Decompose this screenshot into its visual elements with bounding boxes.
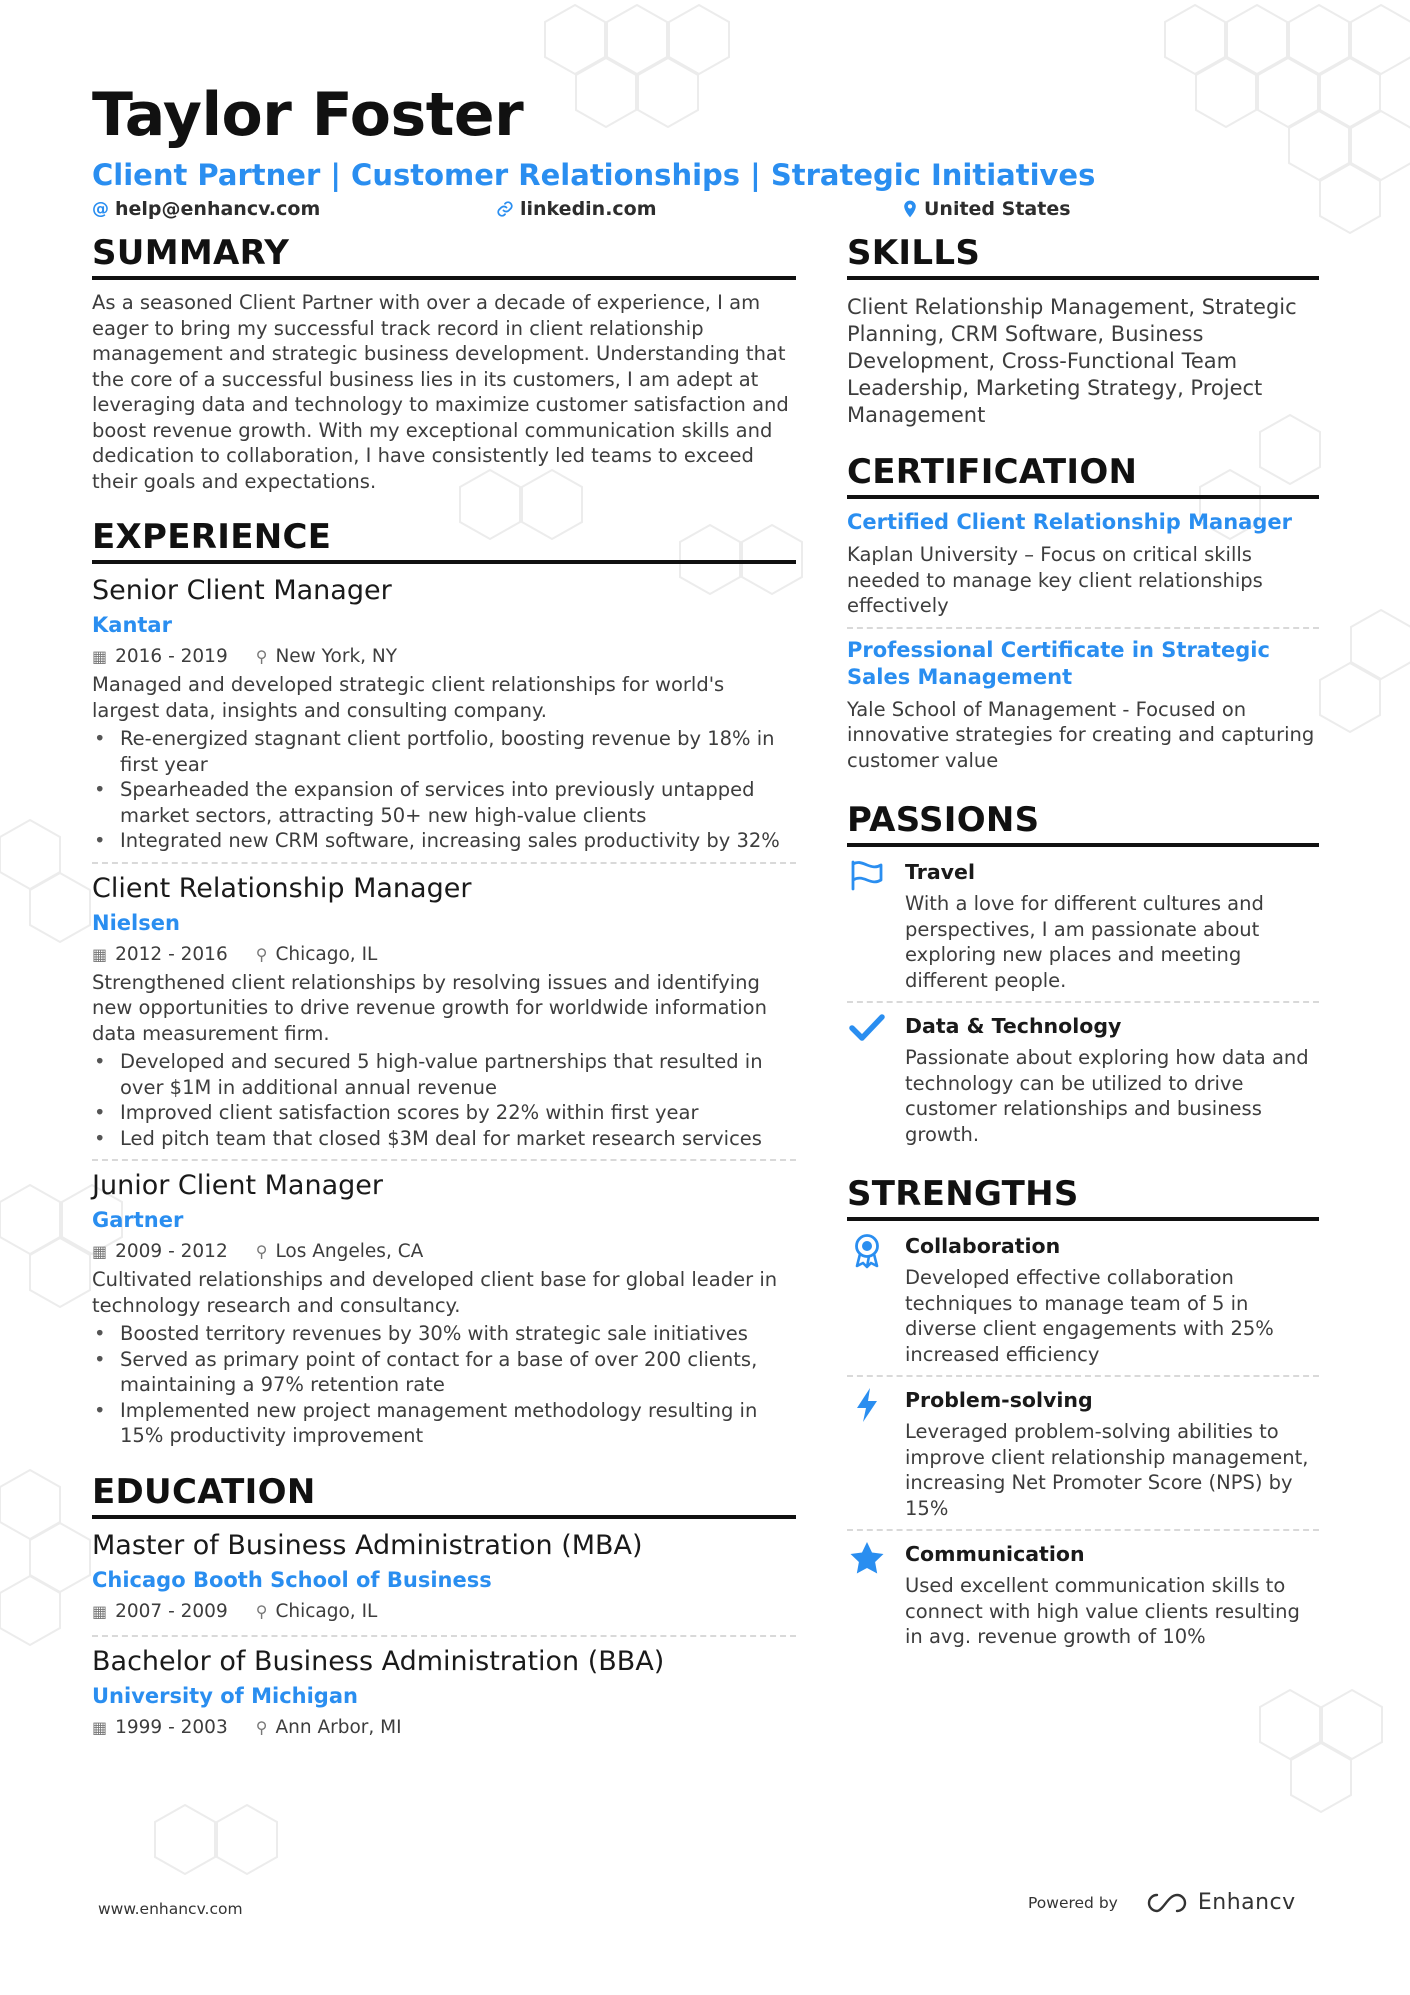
school-name: University of Michigan: [92, 1683, 358, 1708]
bullet-item: • Served as primary point of contact for a base of over 200 clients, maintaining a 97% retention rate: [92, 1347, 796, 1398]
experience-section: [92, 516, 796, 1449]
experience-entry: [92, 1169, 796, 1449]
experience-divider: [92, 560, 796, 564]
strength-title: Communication: [905, 1542, 1085, 1566]
job-dates: [92, 1237, 228, 1267]
school-name: Chicago Booth School of Business: [92, 1567, 492, 1592]
experience-entry: [92, 872, 796, 1152]
company-name: Nielsen: [92, 910, 180, 935]
certification-description: Yale School of Management - Focused on innovative strategies for creating and capturing customer value: [847, 697, 1315, 772]
job-meta: [92, 642, 796, 672]
strengths-divider: [847, 1217, 1319, 1221]
degree-title: Master of Business Administration (MBA): [92, 1529, 643, 1561]
company-name: Kantar: [92, 613, 172, 637]
email-text: help@enhancv.com: [115, 198, 321, 220]
strength-description: Used excellent communication skills to connect with high value clients resulting in avg. revenue growth of 10%: [905, 1574, 1300, 1648]
summary-heading: SUMMARY: [92, 233, 290, 273]
job-description: Cultivated relationships and developed client base for global leader in technology research and consultancy.: [92, 1268, 778, 1317]
location-pin-icon: ⚲: [255, 1601, 268, 1621]
entry-divider: [847, 1529, 1319, 1531]
job-dates-text: 2012 - 2016: [115, 943, 228, 965]
passions-divider: [847, 843, 1319, 847]
certification-description: Kaplan University – Focus on critical skills needed to manage key client relationships effectively: [847, 543, 1263, 617]
summary-section: [92, 232, 796, 494]
strength-item: [847, 1385, 1319, 1521]
bullet-item: • Implemented new project management methodology resulting in 15% productivity improvement: [92, 1398, 796, 1449]
passion-title: Data & Technology: [905, 1014, 1122, 1038]
education-location-text: Ann Arbor, MI: [275, 1716, 402, 1738]
passion-description: Passionate about exploring how data and technology can be utilized to drive customer relationships and business growth.: [905, 1046, 1309, 1146]
job-meta: [92, 940, 796, 970]
education-dates-text: 2007 - 2009: [115, 1600, 228, 1622]
flag-icon: [847, 857, 887, 993]
job-location-text: New York, NY: [275, 646, 398, 667]
star-icon: [847, 1539, 887, 1650]
passion-item: [847, 1011, 1319, 1147]
strength-item: [847, 1539, 1319, 1650]
resume-header: [92, 78, 1322, 224]
skills-heading: SKILLS: [847, 233, 981, 273]
candidate-title: Client Partner | Customer Relationships | Strategic Initiatives: [92, 158, 1096, 192]
calendar-icon: ▦: [92, 1717, 108, 1737]
job-description: Strengthened client relationships by resolving issues and identifying new opportunities to drive revenue growth for worldwide information data measurement firm.: [92, 970, 767, 1045]
job-title: Client Relationship Manager: [92, 872, 472, 904]
bullet-item: • Integrated new CRM software, increasing sales productivity by 32%: [92, 828, 796, 854]
strengths-section: [847, 1173, 1319, 1650]
entry-divider: [92, 1159, 796, 1161]
lightning-bolt-icon: [847, 1385, 887, 1521]
checkmark-icon: [847, 1011, 887, 1147]
strength-title: Collaboration: [905, 1234, 1061, 1258]
location-pin-icon: [902, 200, 918, 218]
education-heading: EDUCATION: [92, 1471, 316, 1512]
enhancv-logo-icon: [1144, 1891, 1190, 1915]
bullet-item: • Re-energized stagnant client portfolio, boosting revenue by 18% in first year: [92, 726, 796, 777]
enhancv-logo[interactable]: [1144, 1890, 1296, 1915]
education-meta: [92, 1597, 796, 1627]
experience-heading: EXPERIENCE: [92, 517, 332, 557]
job-meta: [92, 1237, 796, 1267]
location-pin-icon: ⚲: [255, 1717, 268, 1737]
footer-branding: [1028, 1890, 1296, 1915]
passions-section: [847, 799, 1319, 1147]
passion-item: [847, 857, 1319, 993]
entry-divider: [847, 1001, 1319, 1003]
contact-linkedin[interactable]: [496, 198, 657, 220]
job-dates: [92, 940, 228, 970]
job-title: Junior Client Manager: [92, 1170, 383, 1201]
degree-title: Bachelor of Business Administration (BBA): [92, 1645, 665, 1677]
job-location: [256, 1237, 424, 1267]
skills-section: [847, 232, 1319, 429]
experience-entry: [92, 574, 796, 854]
certification-entry: [847, 637, 1319, 774]
skills-divider: [847, 276, 1319, 280]
job-bullets: [92, 726, 796, 854]
education-entry: [92, 1529, 796, 1627]
left-column: [92, 232, 796, 1743]
brand-name: Enhancv: [1197, 1890, 1296, 1915]
education-meta: [92, 1713, 796, 1743]
entry-divider: [92, 1635, 796, 1637]
passion-title: Travel: [905, 860, 975, 884]
education-section: [92, 1471, 796, 1743]
job-location: [256, 940, 378, 970]
linkedin-text: linkedin.com: [520, 198, 657, 220]
education-location: [256, 1597, 378, 1627]
job-location-text: Los Angeles, CA: [275, 1241, 424, 1262]
entry-divider: [92, 862, 796, 864]
contact-email[interactable]: [92, 198, 320, 220]
education-entry: [92, 1645, 796, 1743]
summary-divider: [92, 276, 796, 280]
bullet-item: • Led pitch team that closed $3M deal for market research services: [92, 1126, 796, 1152]
education-dates: [92, 1597, 228, 1627]
right-column: [847, 232, 1319, 1650]
certification-title: Professional Certificate in Strategic Sales Management: [847, 637, 1270, 689]
location-pin-icon: ⚲: [255, 1242, 268, 1261]
at-sign-icon: @: [92, 199, 109, 219]
bullet-item: • Spearheaded the expansion of services into previously untapped market sectors, attracting 50+ new high-value clients: [92, 777, 796, 828]
education-divider: [92, 1515, 796, 1519]
bullet-item: • Developed and secured 5 high-value partnerships that resulted in over $1M in additional annual revenue: [92, 1049, 796, 1100]
education-dates: [92, 1713, 228, 1743]
location-pin-icon: ⚲: [255, 944, 268, 964]
entry-divider: [847, 1375, 1319, 1377]
location-text: United States: [924, 198, 1071, 220]
calendar-icon: ▦: [92, 1601, 108, 1621]
calendar-icon: ▦: [92, 1242, 108, 1261]
job-title: Senior Client Manager: [92, 575, 392, 606]
strength-title: Problem-solving: [905, 1388, 1093, 1412]
job-dates-text: 2009 - 2012: [115, 1241, 228, 1262]
job-bullets: [92, 1321, 796, 1449]
powered-by-label: Powered by: [1028, 1893, 1118, 1912]
strengths-heading: STRENGTHS: [847, 1174, 1079, 1214]
education-dates-text: 1999 - 2003: [115, 1716, 228, 1738]
job-location-text: Chicago, IL: [275, 943, 378, 965]
job-dates: [92, 642, 228, 672]
bullet-item: • Improved client satisfaction scores by 22% within first year: [92, 1100, 796, 1126]
contact-bar: [92, 196, 1322, 224]
candidate-name: Taylor Foster: [92, 80, 524, 150]
certification-title: Certified Client Relationship Manager: [847, 510, 1292, 534]
job-bullets: [92, 1049, 796, 1151]
job-location: [256, 642, 397, 672]
calendar-icon: ▦: [92, 944, 108, 964]
bullet-item: • Boosted territory revenues by 30% with strategic sale initiatives: [92, 1321, 796, 1347]
company-name: Gartner: [92, 1208, 184, 1232]
certification-section: [847, 451, 1319, 773]
certification-entry: [847, 509, 1319, 619]
education-location: [256, 1713, 402, 1743]
summary-text: As a seasoned Client Partner with over a decade of experience, I am eager to bring my successful track record in client relationship management and strategic business development. Understanding that the core of a successful business lies in its customers, I am adept at leveraging data and technology to maximize customer satisfaction and boost revenue growth. With my exceptional communication skills and dedication to collaboration, I have consistently led teams to exceed their goals and expectations.: [92, 291, 789, 493]
passion-description: With a love for different cultures and perspectives, I am passionate about exploring new places and meeting different people.: [905, 892, 1264, 992]
strength-item: [847, 1231, 1319, 1367]
footer-website[interactable]: www.enhancv.com: [98, 1900, 243, 1918]
education-location-text: Chicago, IL: [275, 1600, 378, 1622]
contact-location: [902, 198, 1071, 220]
link-icon: [496, 200, 514, 218]
location-pin-icon: ⚲: [255, 647, 268, 666]
calendar-icon: ▦: [92, 647, 108, 666]
entry-divider: [847, 627, 1319, 629]
certification-divider: [847, 495, 1319, 499]
job-dates-text: 2016 - 2019: [115, 646, 228, 667]
strength-description: Leveraged problem-solving abilities to improve client relationship management, increasing Net Promoter Score (NPS) by 15%: [905, 1420, 1309, 1520]
award-badge-icon: [847, 1231, 887, 1367]
certification-heading: CERTIFICATION: [847, 452, 1138, 492]
job-description: Managed and developed strategic client relationships for world's largest data, insights and consulting company.: [92, 673, 725, 722]
skills-text: Client Relationship Management, Strategic Planning, CRM Software, Business Development, Cross-Functional Team Leadership, Marketing Strategy, Project Management: [847, 295, 1297, 427]
strength-description: Developed effective collaboration techniques to manage team of 5 in diverse client engagements with 25% increased efficiency: [905, 1266, 1274, 1366]
passions-heading: PASSIONS: [847, 800, 1040, 840]
